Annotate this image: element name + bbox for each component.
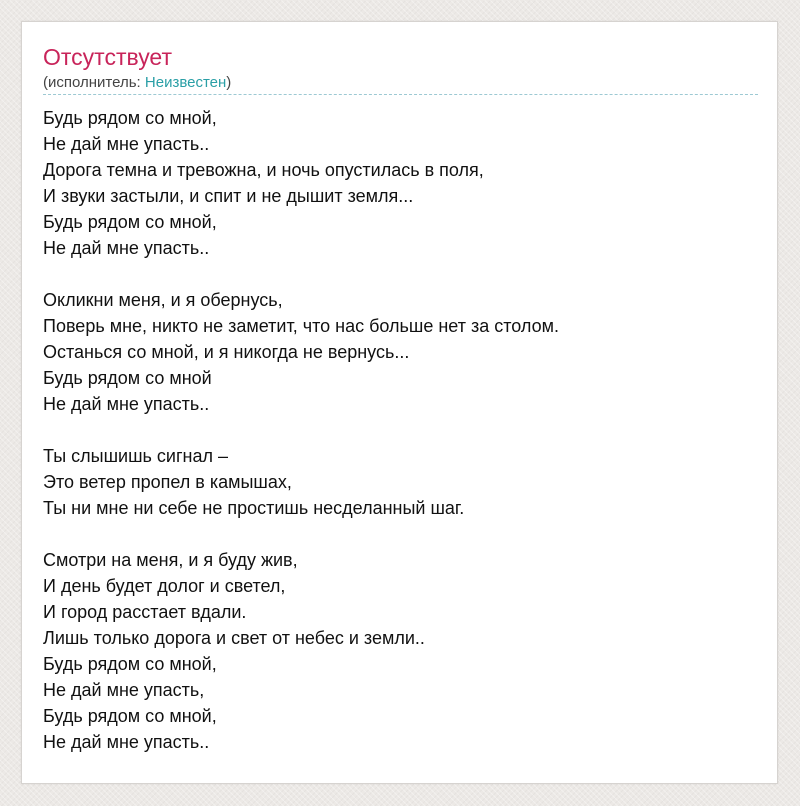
lyric-line: И город расстает вдали. [43, 602, 247, 622]
artist-label: исполнитель: [48, 74, 145, 91]
lyric-line: Ты ни мне ни себе не простишь несделанный шаг. [43, 498, 465, 518]
title-separator [43, 94, 758, 95]
lyrics-stanza-4 [43, 547, 758, 755]
lyric-line: Окликни меня, и я обернусь, [43, 290, 283, 310]
lyric-line: Не дай мне упасть.. [43, 732, 210, 752]
lyric-line: Будь рядом со мной, [43, 108, 217, 128]
lyric-line: Дорога темна и тревожна, и ночь опустилась в поля, [43, 160, 484, 180]
lyric-line: Будь рядом со мной, [43, 706, 217, 726]
lyric-line: Не дай мне упасть.. [43, 134, 210, 154]
lyric-line: Поверь мне, никто не заметит, что нас больше нет за столом. [43, 316, 559, 336]
lyrics-stanza-2 [43, 287, 758, 417]
lyric-line: Смотри на меня, и я буду жив, [43, 550, 298, 570]
lyric-line: И день будет долог и светел, [43, 576, 286, 596]
lyrics-text [43, 105, 758, 755]
lyric-line: Это ветер пропел в камышах, [43, 472, 292, 492]
song-title: Отсутствует [43, 44, 172, 70]
lyric-line: Останься со мной, и я никогда не вернусь... [43, 342, 410, 362]
lyric-line: Будь рядом со мной, [43, 654, 217, 674]
lyric-line: Лишь только дорога и свет от небес и земли.. [43, 628, 425, 648]
artist-open-paren: ( [43, 74, 48, 91]
lyrics-card [21, 21, 778, 784]
artist-line [43, 73, 231, 93]
lyric-line: Не дай мне упасть.. [43, 394, 210, 414]
lyric-line: Ты слышишь сигнал – [43, 446, 228, 466]
lyrics-stanza-3 [43, 443, 758, 521]
lyric-line: Не дай мне упасть.. [43, 238, 210, 258]
lyrics-stanza-1 [43, 105, 758, 261]
lyric-line: Не дай мне упасть, [43, 680, 205, 700]
artist-link[interactable]: Неизвестен [144, 74, 227, 91]
lyric-line: Будь рядом со мной, [43, 212, 217, 232]
artist-close-paren: ) [226, 74, 232, 91]
lyric-line: И звуки застыли, и спит и не дышит земля... [43, 186, 414, 206]
lyric-line: Будь рядом со мной [43, 368, 212, 388]
